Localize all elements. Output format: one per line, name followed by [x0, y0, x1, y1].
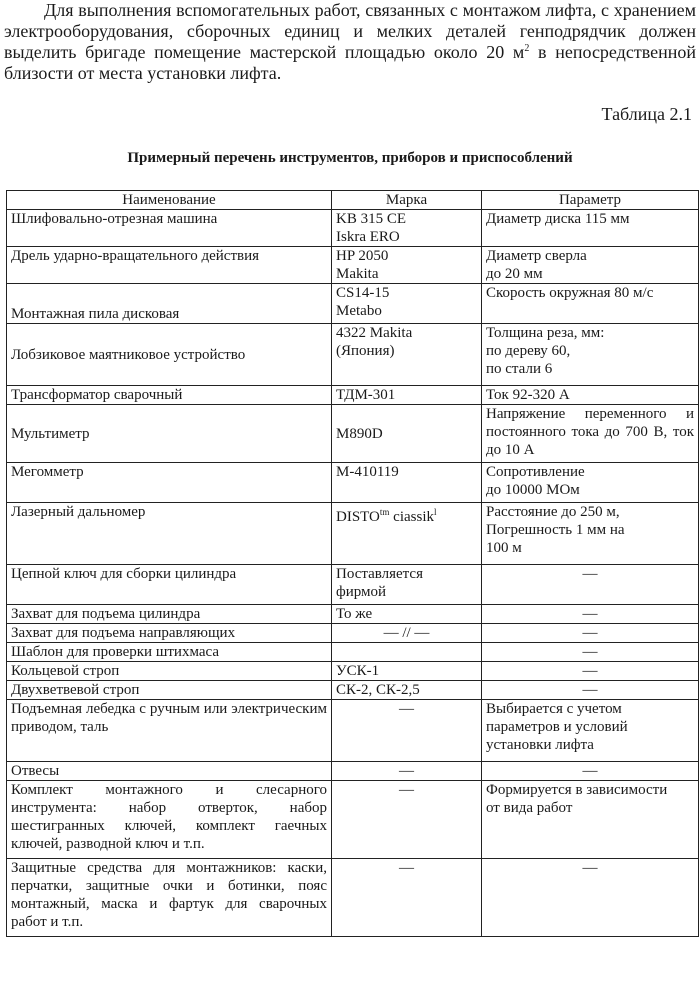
table-row — [7, 605, 699, 624]
cell-name: Лазерный дальномер — [7, 503, 332, 565]
table-row — [7, 463, 699, 503]
cell-brand: KB 315 CE Iskra ERO — [332, 210, 482, 247]
cell-brand: — — [332, 762, 482, 781]
brand-superscript-tm: tm — [379, 507, 390, 517]
cell-param: Формируется в зависимости от вида работ — [482, 781, 699, 859]
cell-brand: То же — [332, 605, 482, 624]
cell-name: Комплект монтажного и слесарного инструмента: набор отверток, набор шестигранных ключей, комплект гаечных ключей, разводной ключ и т.п. — [7, 781, 332, 859]
cell-param: — — [482, 762, 699, 781]
table-row — [7, 859, 699, 937]
cell-param: — — [482, 565, 699, 605]
cell-brand: УСК-1 — [332, 662, 482, 681]
cell-brand: 4322 Makita (Япония) — [332, 324, 482, 386]
cell-param: Толщина реза, мм: по дереву 60, по стали 6 — [482, 324, 699, 386]
cell-name: Мультиметр — [7, 405, 332, 463]
cell-param: Сопротивление до 10000 МОм — [482, 463, 699, 503]
intro-paragraph — [4, 0, 696, 84]
cell-brand: — — [332, 781, 482, 859]
table-row — [7, 700, 699, 762]
cell-brand — [332, 503, 482, 565]
cell-name: Трансформатор сварочный — [7, 386, 332, 405]
cell-name: Защитные средства для монтажников: каски, перчатки, защитные очки и ботинки, пояс монтажный, маска и фартук для сварочных работ и т.п. — [7, 859, 332, 937]
table-row — [7, 386, 699, 405]
cell-param: — — [482, 681, 699, 700]
cell-param: Ток 92-320 А — [482, 386, 699, 405]
header-brand: Марка — [332, 191, 482, 210]
cell-brand: ТДМ-301 — [332, 386, 482, 405]
cell-param: — — [482, 624, 699, 643]
cell-brand — [332, 643, 482, 662]
intro-text: Для выполнения вспомогательных работ, связанных с монтажом лифта, с хранением электрооборудования, сборочных единиц и мелких деталей генподрядчик должен выделить бригаде помещение мастерской площадью около 20 м — [4, 0, 696, 62]
table-row — [7, 643, 699, 662]
cell-name: Кольцевой строп — [7, 662, 332, 681]
header-name: Наименование — [7, 191, 332, 210]
brand-disto-model: ciassik — [389, 509, 434, 525]
cell-brand: — — [332, 700, 482, 762]
cell-name: Лобзиковое маятниковое устройство — [7, 324, 332, 386]
table-row — [7, 324, 699, 386]
table-row — [7, 247, 699, 284]
cell-brand: Поставляется фирмой — [332, 565, 482, 605]
cell-name: Дрель ударно-вращательного действия — [7, 247, 332, 284]
cell-name: Шаблон для проверки штихмаса — [7, 643, 332, 662]
intro-text-end: в непосредственной близости от места установки лифта. — [4, 42, 696, 83]
cell-name: Монтажная пила дисковая — [7, 284, 332, 324]
table-row — [7, 681, 699, 700]
table-row — [7, 762, 699, 781]
table-header-row — [7, 191, 699, 210]
cell-param: — — [482, 662, 699, 681]
cell-param: — — [482, 643, 699, 662]
area-unit-superscript: 2 — [524, 43, 530, 54]
cell-brand: СК-2, СК-2,5 — [332, 681, 482, 700]
table-row — [7, 405, 699, 463]
cell-brand: CS14-15 Metabo — [332, 284, 482, 324]
cell-name: Захват для подъема цилиндра — [7, 605, 332, 624]
cell-name: Захват для подъема направляющих — [7, 624, 332, 643]
cell-brand: — — [332, 859, 482, 937]
cell-name: Подъемная лебедка с ручным или электрическим приводом, таль — [7, 700, 332, 762]
cell-param: Скорость окружная 80 м/с — [482, 284, 699, 324]
table-row — [7, 284, 699, 324]
header-param: Параметр — [482, 191, 699, 210]
cell-name: Мегомметр — [7, 463, 332, 503]
cell-name: Двухветвевой строп — [7, 681, 332, 700]
cell-param: — — [482, 859, 699, 937]
tools-table — [6, 190, 699, 937]
cell-name: Отвесы — [7, 762, 332, 781]
cell-param: Расстояние до 250 м, Погрешность 1 мм на 100 м — [482, 503, 699, 565]
brand-disto: DISTO — [336, 509, 380, 525]
table-row — [7, 662, 699, 681]
cell-brand: — // — — [332, 624, 482, 643]
table-row — [7, 624, 699, 643]
table-row — [7, 781, 699, 859]
cell-name: Цепной ключ для сборки цилиндра — [7, 565, 332, 605]
table-row — [7, 210, 699, 247]
table-row — [7, 503, 699, 565]
cell-param: Выбирается с учетом параметров и условий установки лифта — [482, 700, 699, 762]
table-caption: Примерный перечень инструментов, приборов и приспособлений — [127, 150, 573, 166]
table-number: Таблица 2.1 — [601, 104, 692, 124]
cell-param: — — [482, 605, 699, 624]
cell-name: Шлифовально-отрезная машина — [7, 210, 332, 247]
cell-brand: М-410119 — [332, 463, 482, 503]
cell-param: Напряжение переменного и постоянного тока до 700 В, ток до 10 А — [482, 405, 699, 463]
table-row — [7, 565, 699, 605]
cell-brand: HP 2050 Makita — [332, 247, 482, 284]
cell-param: Диаметр сверла до 20 мм — [482, 247, 699, 284]
brand-superscript: l — [434, 507, 437, 517]
cell-brand: M890D — [332, 405, 482, 463]
cell-param: Диаметр диска 115 мм — [482, 210, 699, 247]
